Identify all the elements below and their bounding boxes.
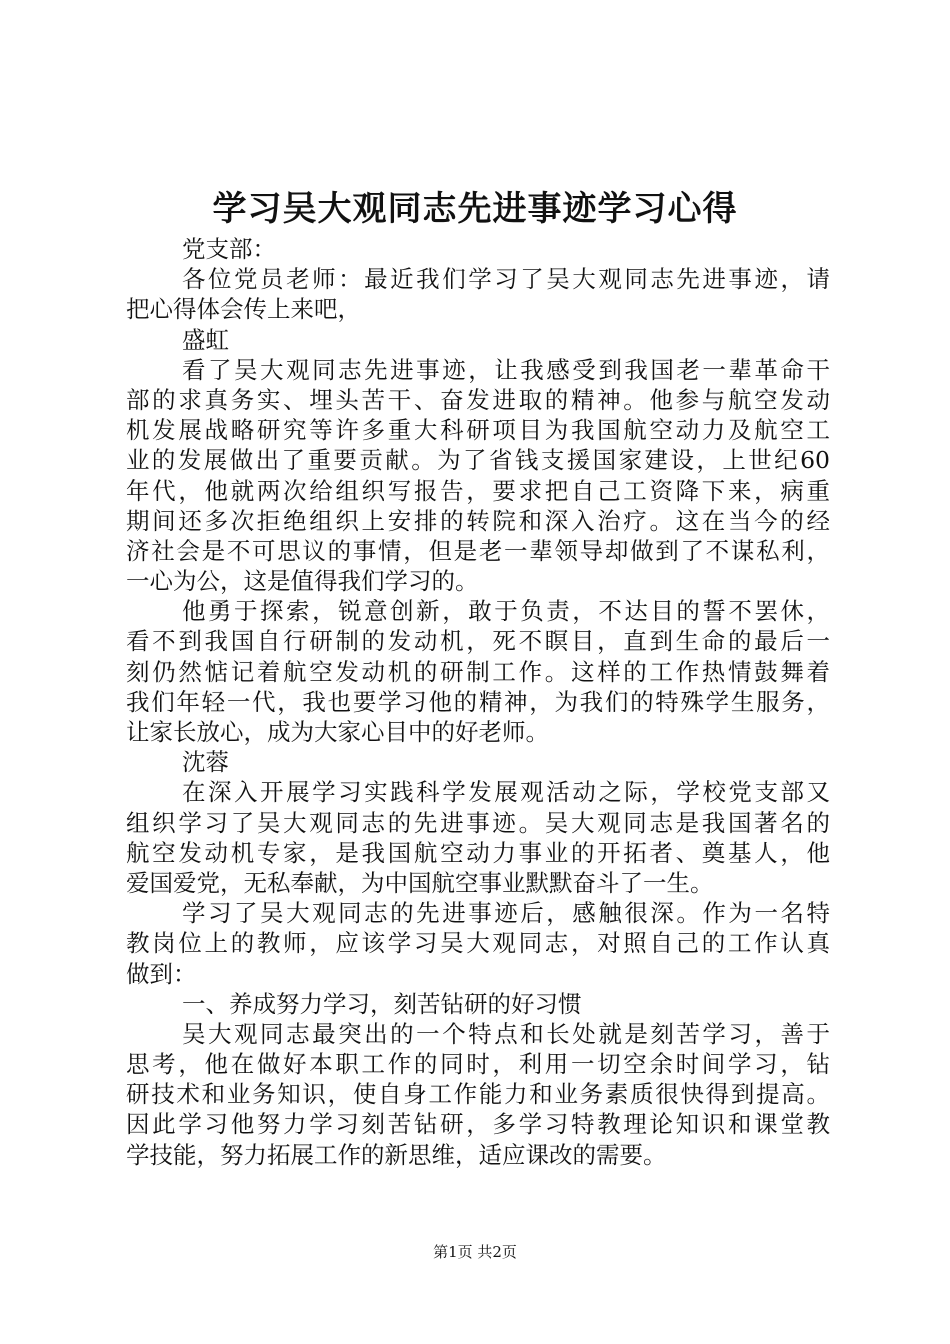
text-line: 把心得体会传上来吧， (126, 295, 361, 324)
text-line: 沈蓉 (182, 748, 229, 777)
text-line: 在深入开展学习实践科学发展观活动之际，学校党支部又 (182, 778, 830, 807)
text-line: 学技能，努力拓展工作的新思维，适应课改的需要。 (126, 1140, 667, 1169)
text-line: 各位党员老师：最近我们学习了吴大观同志先进事迹，请 (182, 265, 830, 294)
text-line: 我们年轻一代，我也要学习他的精神，为我们的特殊学生服务， (126, 687, 830, 716)
text-line: 让家长放心，成为大家心目中的好老师。 (126, 718, 549, 746)
text-line: 盛虹 (182, 325, 229, 354)
text-line: 部的求真务实、埋头苦干、奋发进取的精神。他参与航空发动 (126, 385, 830, 414)
text-line: 济社会是不可思议的事情，但是老一辈领导却做到了不谋私利， (126, 536, 830, 565)
text-line: 看了吴大观同志先进事迹，让我感受到我国老一辈革命干 (182, 355, 830, 384)
text-line: 研技术和业务知识，使自身工作能力和业务素质很快得到提高。 (126, 1080, 830, 1109)
text-line: 组织学习了吴大观同志的先进事迹。吴大观同志是我国著名的 (126, 808, 830, 837)
page-footer: 第1页 共2页 (433, 1243, 517, 1261)
text-line: 他勇于探索，锐意创新，敢于负责，不达目的誓不罢休， (182, 597, 830, 626)
text-line: 爱国爱党，无私奉献，为中国航空事业默默奋斗了一生。 (126, 868, 714, 897)
text-line: 业的发展做出了重要贡献。为了省钱支援国家建设，上世纪60 (126, 446, 830, 475)
text-line: 思考，他在做好本职工作的同时，利用一切空余时间学习，钻 (126, 1050, 830, 1079)
text-line: 航空发动机专家，是我国航空动力事业的开拓者、奠基人，他 (126, 838, 830, 867)
text-line: 做到： (126, 959, 197, 988)
text-line: 党支部： (182, 235, 276, 263)
text-line: 教岗位上的教师，应该学习吴大观同志，对照自己的工作认真 (126, 929, 830, 958)
text-line: 一心为公，这是值得我们学习的。 (126, 567, 479, 596)
text-line: 机发展战略研究等许多重大科研项目为我国航空动力及航空工 (126, 416, 830, 445)
text-line: 年代，他就两次给组织写报告，要求把自己工资降下来，病重 (126, 476, 830, 505)
text-line: 看不到我国自行研制的发动机，死不瞑目，直到生命的最后一 (126, 627, 830, 656)
document-body (126, 234, 830, 1170)
text-line: 学习了吴大观同志的先进事迹后，感触很深。作为一名特 (182, 899, 830, 928)
page-title: 学习吴大观同志先进事迹学习心得 (212, 189, 738, 229)
text-line: 因此学习他努力学习刻苦钻研，多学习特教理论知识和课堂教 (126, 1110, 830, 1139)
text-line: 刻仍然惦记着航空发动机的研制工作。这样的工作热情鼓舞着 (126, 657, 830, 686)
text-line: 一、养成努力学习，刻苦钻研的好习惯 (182, 989, 582, 1018)
text-line: 期间还多次拒绝组织上安排的转院和深入治疗。这在当今的经 (126, 506, 830, 535)
text-line: 吴大观同志最突出的一个特点和长处就是刻苦学习，善于 (182, 1019, 830, 1048)
